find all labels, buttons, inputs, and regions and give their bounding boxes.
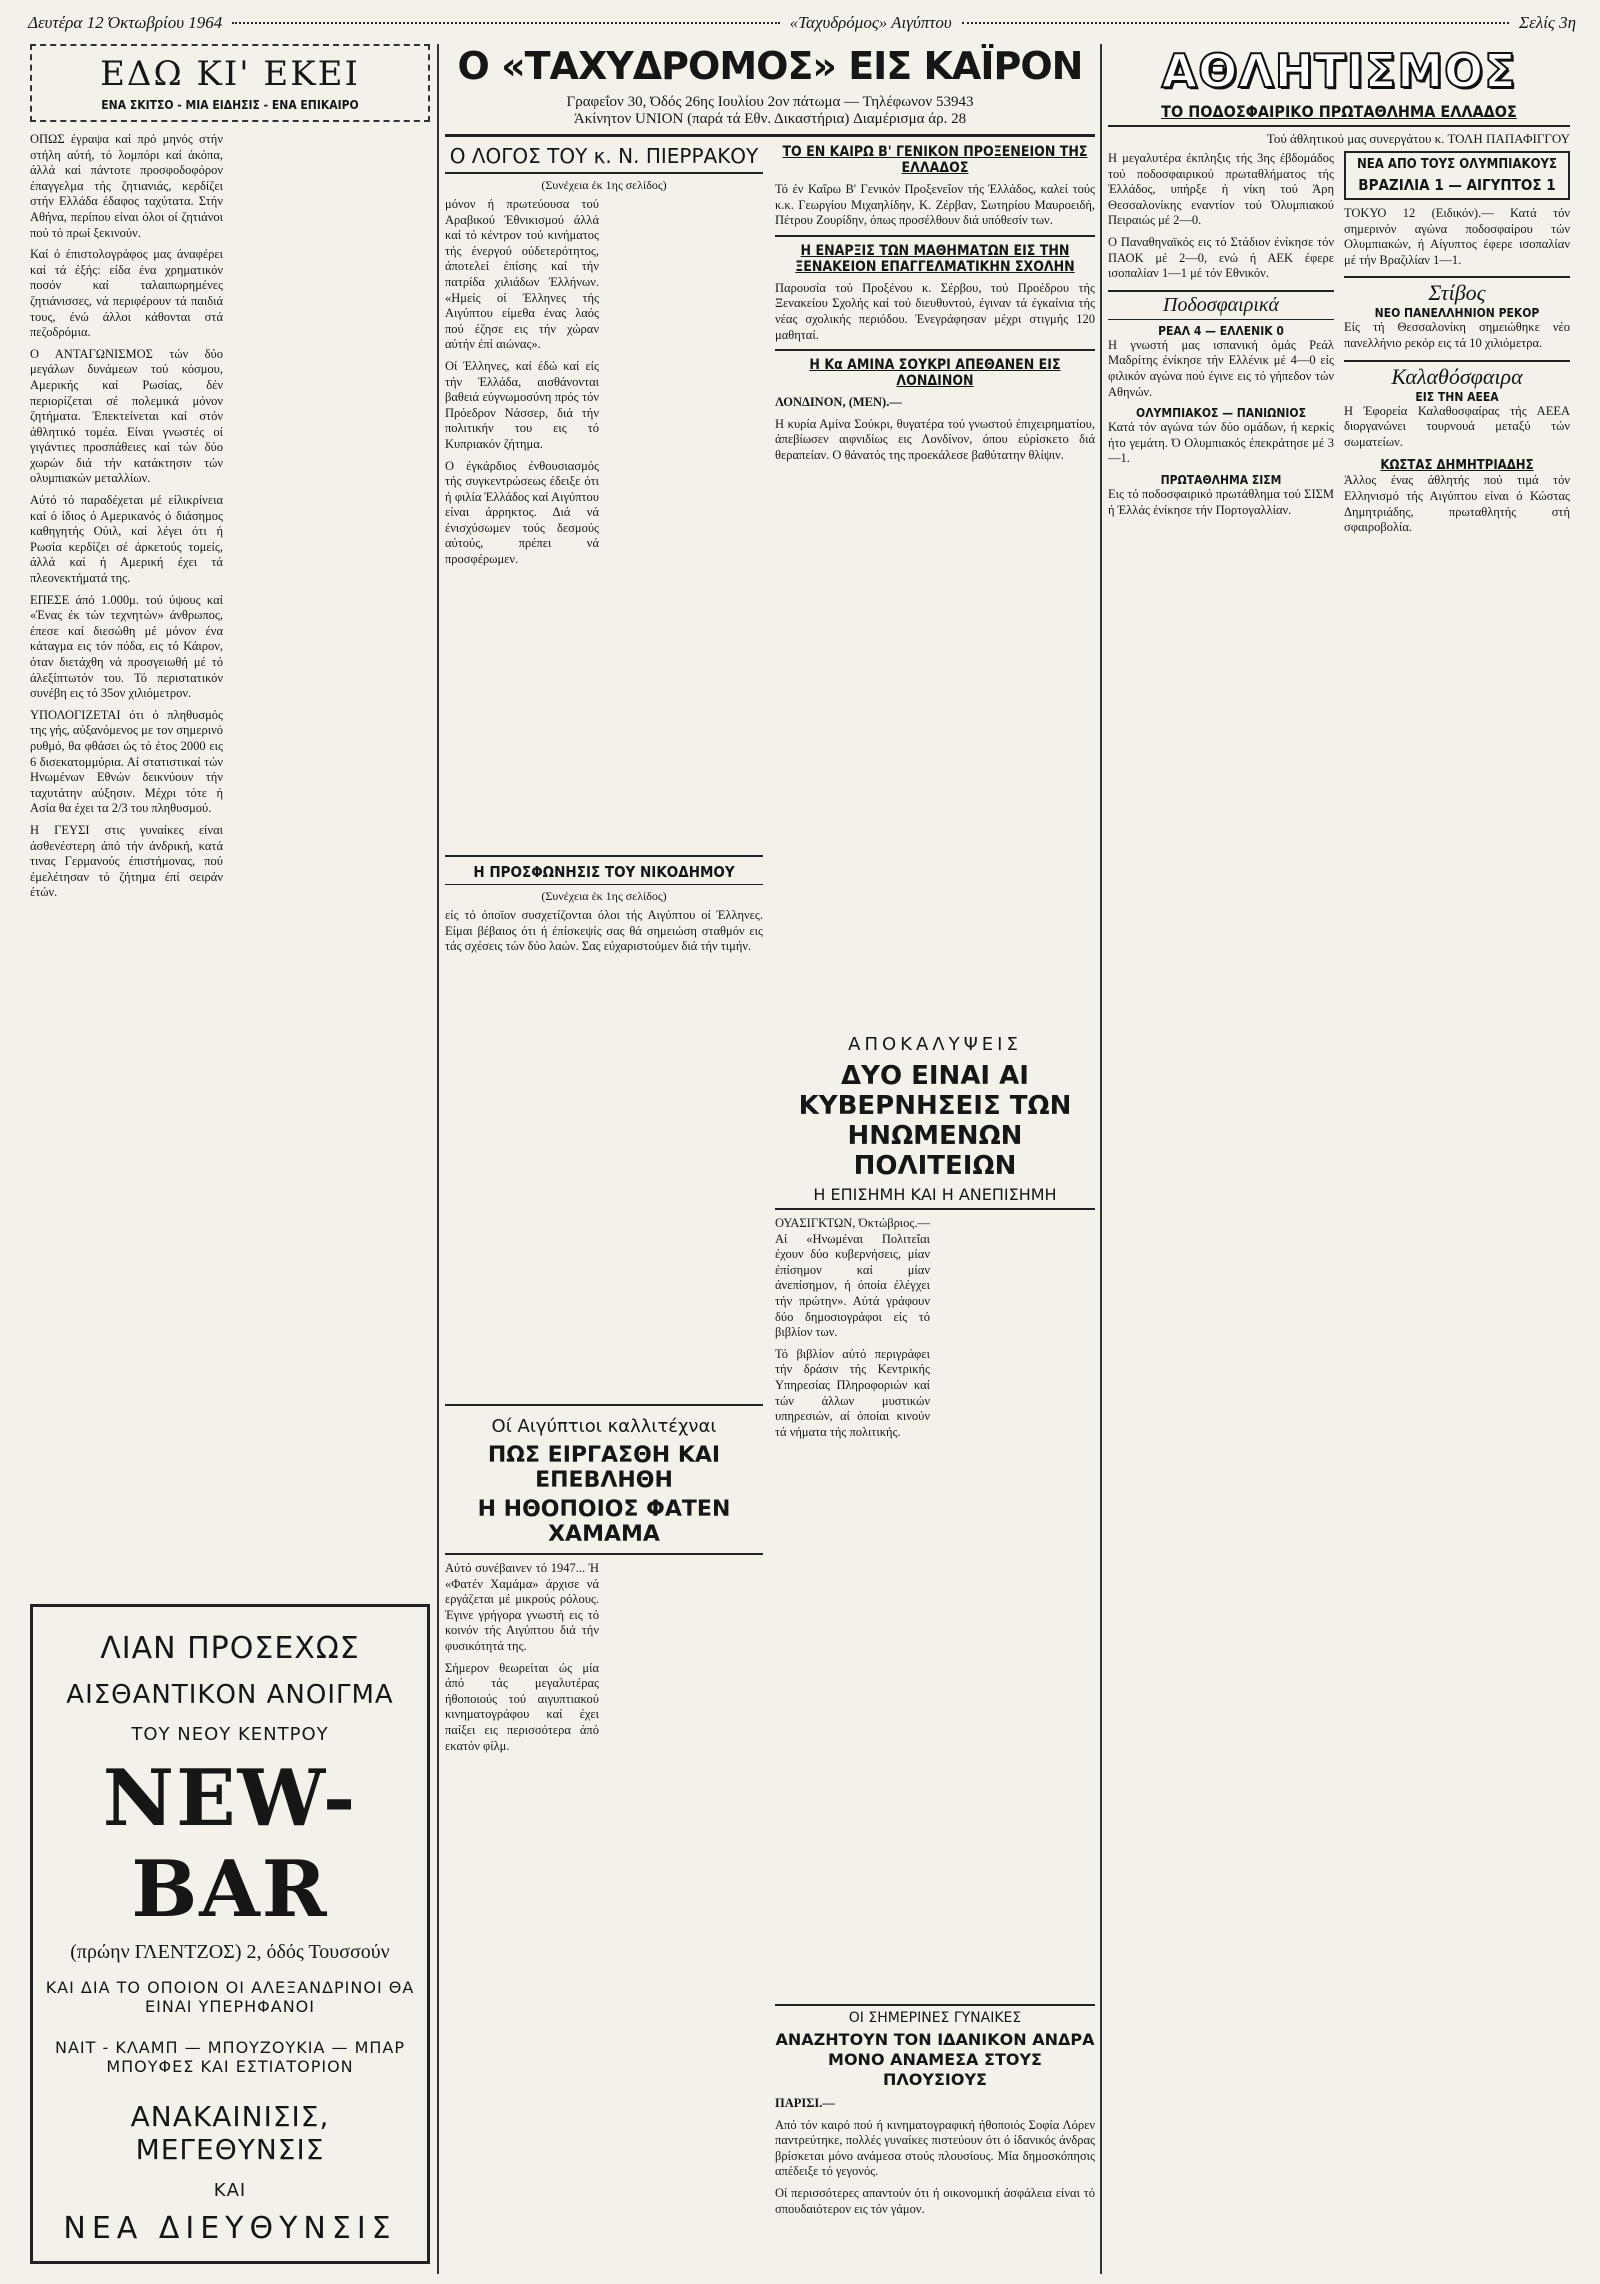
article-text: Εις τό ποδοσφαιρικό πρωτάθλημα τού ΣΙΣΜ ή Έλλάς ένίκησε τήν Πορτογαλλίαν. xyxy=(1108,486,1334,517)
article-headline: Η ΠΡΟΣΦΩΝΗΣΙΣ ΤΟΥ ΝΙΚΟΔΗΜΟΥ xyxy=(445,863,763,885)
ad-address: (πρώην ΓΛΕΝΤΖΟΣ) 2, όδός Τουσσούν xyxy=(70,1941,390,1963)
running-header xyxy=(28,8,1576,38)
continued-note: (Συνέχεια έκ 1ης σελίδος) xyxy=(541,889,667,903)
paper-name: «Ταχυδρόμος» Αιγύπτου xyxy=(789,13,952,32)
column-center xyxy=(445,44,1095,2274)
article-text: Κατά τόν αγώνα τών δύο ομάδων, ή κερκίς ήτο γεμάτη. Ό Ολυμπιακός έπεκράτησε μέ 3—1. xyxy=(1108,420,1334,466)
olympics-box xyxy=(1344,151,1570,200)
article-text: Καί ό έπιστολογράφος μας άναφέρει καί τά έξής: είδα ένα χρηματικόν ποσόν καί ταλαιπωρημένες ζητιάνισσες, νά περιφέρουν τά παιδιά τους, ένώ άλλοι κάθονται στά πεζοδρόμια. xyxy=(30,247,223,340)
center-masthead xyxy=(445,44,1095,137)
match-heading: ΠΡΩΤΑΘΛΗΜΑ ΣΙΣΜ xyxy=(1160,472,1282,487)
article-headline: Η Κα ΑΜΙΝΑ ΣΟΥΚΡΙ ΑΠΕΘΑΝΕΝ ΕΙΣ ΛΟΝΔΙΝΟΝ xyxy=(809,357,1061,390)
article-text: ΥΠΟΛΟΓΙΖΕΤΑΙ ότι ό πληθυσμός της γής, αύξανόμενος με τον σημερινό ρυθμό, θα φθάσει ώς τό έτος 2000 εις 6 δισεκατομμύρια. Αί στατιστικαί τών Ηνωμένων Εθνών δεικνύουν τήν ταχυτάτην αύξησιν. Μέχρι τότε ή Ασία θα έχει τα 2/3 του πληθυσμού. xyxy=(30,707,223,816)
article-kicker: ΟΙ ΣΗΜΕΡΙΝΕΣ ΓΥΝΑΙΚΕΣ xyxy=(848,2010,1022,2026)
edo-ki-ekei-box xyxy=(30,44,430,122)
article-headline: ΔΥΟ ΕΙΝΑΙ ΑΙ ΚΥΒΕΡΝΗΣΕΙΣ ΤΩΝ ΗΝΩΜΕΝΩΝ ΠΟΛΙΤΕΙΩΝ xyxy=(798,1061,1072,1181)
revelations-article xyxy=(775,1034,1095,1994)
article-subheadline: Η ΕΠΙΣΗΜΗ ΚΑΙ Η ΑΝΕΠΙΣΗΜΗ xyxy=(775,1185,1095,1210)
article-text: Άλλος ένας άθλητής πού τιμά τόν Ελληνισμό τής Αιγύπτου είναι ό Κώστας Δημητριάδης, πρωταθλητής στή σφαιροβολία. xyxy=(1344,473,1570,535)
actress-article xyxy=(445,1404,763,2266)
sports-subtitle: ΤΟ ΠΟΔΟΣΦΑΙΡΙΚΟ ΠΡΩΤΑΘΛΗΜΑ ΕΛΛΑΔΟΣ xyxy=(1108,102,1570,127)
article-text: Η Έφορεία Καλαθοσφαίρας τής ΑΕΕΑ διοργανώνει τουρνουά μεταξύ τών σωματείων. xyxy=(1344,403,1570,449)
match-heading: ΡΕΑΛ 4 — ΕΛΛΕΝΙΚ 0 xyxy=(1158,323,1284,338)
edo-articles xyxy=(30,132,430,1512)
sports-left xyxy=(1108,151,1334,542)
ad-line: ΛΙΑΝ ΠΡΟΣΕΧΩΣ xyxy=(100,1631,360,1666)
article-text: Από τόν καιρό πού ή κινηματογραφική ήθοποιός Σοφία Λόρεν παντρεύτηκε, πολλές γυναίκες πιστεύουν ότι ό ίδανικός άνδρας βρίσκεται μόνο ανάμεσα στούς πλουσίους. Μία δημοσκόπησις απέδειξε τό γεγονός. xyxy=(775,2117,1095,2179)
article-text: Οί περισσότερες απαντούν ότι ή οικονομική άσφάλεια είναι τό σπουδαιότερον εις τόν γάμον. xyxy=(775,2185,1095,2216)
article-headline: Η ΗΘΟΠΟΙΟΣ ΦΑΤΕΝ ΧΑΜΑΜΑ xyxy=(445,1497,763,1555)
new-bar-ad xyxy=(30,1604,430,2264)
ad-line: ΝΑΙΤ - ΚΛΑΜΠ — ΜΠΟΥΖΟΥΚΙΑ — ΜΠΑΡ ΜΠΟΥΦΕΣ ΚΑΙ ΕΣΤΙΑΤΟΡΙΟΝ xyxy=(54,2038,406,2076)
issue-date: Δευτέρα 12 Όκτωβρίου 1964 xyxy=(28,13,223,32)
section-subtitle: ΕΝΑ ΣΚΙΤΣΟ - ΜΙΑ ΕΙΔΗΣΙΣ - ΕΝΑ ΕΠΙΚΑΙΡΟ xyxy=(101,98,359,112)
article-text: Παρουσία τού Προξένου κ. Σέρβου, τού Προέδρου τής Ξενακείου Σχολής καί τού διευθυντού, έγιναν τά έγκαίνια τής νέας σχολικής περιόδου. Ένεγράφησαν μέχρι στιγμής 120 μαθηταί. xyxy=(775,280,1095,342)
nikodim-article xyxy=(445,855,763,955)
ad-line: ΝΕΑ ΔΙΕΥΘΥΝΣΙΣ xyxy=(63,2211,397,2246)
office-building: Άκίνητον UNION (παρά τά Εθν. Δικαστήρια) Διαμέρισμα άρ. 28 xyxy=(573,111,967,127)
sports-right xyxy=(1344,151,1570,542)
aeea-heading: ΕΙΣ ΤΗΝ ΑΕΕΑ xyxy=(1415,389,1499,404)
article-text: Αύτό τό παραδέχεται μέ είλικρίνεια καί ό ίδιος ό Αμερικανός ό διάσημος καθηγητής Ούιλ, καί λέγει ότι ή Ρωσία κερδίζει σέ άρκετούς τομείς, άλλά καί ή Αμερική έχει τά πλεονεκτήματά της. xyxy=(30,493,223,586)
article-kicker: Οί Αιγύπτιοι καλλιτέχναι xyxy=(491,1416,717,1437)
section-title: ΕΔΩ ΚΙ' ΕΚΕΙ xyxy=(100,54,360,94)
dateline: ΠΑΡΙΣΙ.— xyxy=(775,2096,835,2110)
article-text: ΕΠΕΣΕ άπό 1.000μ. τού ύψους καί «Ένας έκ τών τεχνητών» άνθρωπος, έπεσε καί διεσώθη μέ μόνον ένα κάταγμα εις τόν πόδα, εις τό Κάιρον, όταν διετάχθη νά προσγειωθή μέ τό άλεξίπτωτόν του. Τό περιστατικόν συνέβη εις τό 35ον χιλιόμετρον. xyxy=(30,592,223,701)
olympics-score: ΒΡΑΖΙΛΙΑ 1 — ΑΙΓΥΠΤΟΣ 1 xyxy=(1358,176,1556,194)
page-number: Σελίς 3η xyxy=(1519,13,1577,32)
column-sports xyxy=(1108,44,1570,2274)
ad-line: ΚΑΙ xyxy=(213,2180,247,2201)
article-text: Η κυρία Αμίνα Σούκρι, θυγατέρα τού γνωστού έπιχειρηματίου, άπεβίωσεν αιφνιδίως εις Λονδίνον, όπου εύρίσκετο διά θεραπείαν. Ο θάνατός της προεκάλεσε βαθύτατην θλίψιν. xyxy=(775,416,1095,462)
ad-brand: NEW-BAR xyxy=(102,1753,358,1935)
column-rule xyxy=(1100,44,1102,2274)
article-text: είς τό όποϊον συσχετίζονται όλοι τής Αιγύπτου οί Έλληνες. Είμαι βέβαιος ότι ή έπίσκεψίς σας θά σημειώση σταθμόν εις τάς σχέσεις τών δύο λαών. Σας εύχαριστούμεν διά τήν τιμήν. xyxy=(445,908,763,954)
article-headline: ΤΟ ΕΝ ΚΑΙΡΩ Β' ΓΕΝΙΚΟΝ ΠΡΟΞΕΝΕΙΟΝ ΤΗΣ ΕΛΛΑΔΟΣ xyxy=(782,144,1088,176)
article-text: Τό έν Καΐρω Β' Γενικόν Προξενεΐον τής Έλλάδος, καλεί τούς κ.κ. Γεωργίου Μιχαηλίδην, Κ. Ζέρβαν, Σωτηρίου Μαυροειδή, Πέτρου Ζουρίδην, όπως προσέλθουν διά υπόθεσίν των. xyxy=(775,182,1095,228)
article-text: Ο ΑΝΤΑΓΩΝΙΣΜΟΣ τών δύο μεγάλων δυνάμεων τού κόσμου, Αμερικής καί Ρωσίας, δέν περιορίζεται σέ πολεμικά μόνον ζητήματα. Έπεκτείνεται καί στόν άθλητικό τομέα. Είναι γνωστές οί γιγάντιες προσπάθειες καί τών δύο χωρών διά τήν κατάκτησιν τών ολυμπιακών μεταλλίων. xyxy=(30,346,223,486)
pierrakos-article xyxy=(445,144,763,1394)
football-heading: Ποδοσφαιρικά xyxy=(1108,290,1334,320)
match-heading: ΟΛΥΜΠΙΑΚΟΣ — ΠΑΝΙΩΝΙΟΣ xyxy=(1136,406,1306,421)
article-text: Τό βιβλίον αύτό περιγράφει τήν δράσιν τής Κεντρικής Υπηρεσίας Πληροφοριών καί τών άλλων μυστικών υπηρεσιών, αί όποίαι κινούν τά νήματα τής πολιτικής. xyxy=(775,1346,930,1439)
article-text: ΤΟΚΥΟ 12 (Ειδικόν).— Κατά τόν σημερινόν αγώνα ποδοσφαίρου τών Ολυμπιακών, ή Αίγυπτος έφερε ισοπαλίαν μέ τήν Βραζιλίαν 1—1. xyxy=(1344,206,1570,267)
article-text: Ο Παναθηναϊκός εις τό Στάδιον ένίκησε τόν ΠΑΟΚ μέ 2—0, ενώ ή ΑΕΚ έφερε ισοπαλίαν 1—1 μέ τόν Εθνικόν. xyxy=(1108,234,1334,281)
olympics-heading: ΝΕΑ ΑΠΟ ΤΟΥΣ ΟΛΥΜΠΙΑΚΟΥΣ xyxy=(1357,157,1557,172)
article-text: Αύτό συνέβαινεν τό 1947... Ή «Φατέν Χαμάμα» άρχισε νά εργάζεται μέ μικρούς ρόλους. Έγινε γρήγορα γνωστή εις τό κοινόν τής Αιγύπτου διά τήν φυσικότητά της. xyxy=(445,1561,599,1653)
article-headline: ΠΩΣ ΕΙΡΓΑΣΘΗ ΚΑΙ ΕΠΕΒΛΗΘΗ xyxy=(487,1443,721,1493)
article-text: Η ΓΕΥΣΙ στις γυναίκες είναι άσθενέστερη άπό τήν άνδρική, κατά τινας Γερμανούς έπιστήμονας, πού έμελέτησαν τό ζήτημα έπί σειράν έτών. xyxy=(30,822,223,900)
article-text: Η μεγαλυτέρα έκπληξις τής 3ης έβδομάδος τού ποδοσφαιρικού πρωταθλήματος τής Έλλάδος, υπήρξε ή νίκη τού Άρη Θεσσαλονίκης εναντίον τού Όλυμπιακού Πειραιώς μέ 2—0. xyxy=(1108,151,1334,228)
athletics-heading: Στίβος xyxy=(1344,276,1570,306)
continued-note: (Συνέχεια έκ 1ης σελίδος) xyxy=(541,178,667,192)
office-address: Γραφεΐον 30, Όδός 26ης Ιουλίου 2ον πάτωμα — Τηλέφωνον 53943 xyxy=(566,94,974,110)
athlete-heading: ΚΩΣΤΑΣ ΔΗΜΗΤΡΙΑΔΗΣ xyxy=(1380,458,1534,474)
sports-title: ΑΘΛΗΤΙΣΜΟΣ xyxy=(1161,44,1517,98)
article-text: Ο έγκάρδιος ένθουσιασμός τής συγκεντρώσεως έδειξε ότι ή φιλία Έλλάδος καί Αιγύπτου είναι άρρηκτος. Διά νά ένισχύσωμεν τούς δεσμούς αύτούς, πρέπει νά προσφέρωμεν. xyxy=(445,458,599,567)
article-text: Η γνωστή μας ισπανική όμάς Ρεάλ Μαδρίτης ένίκησε τήν Ελλένικ μέ 4—0 είς φιλικόν αγώνα πού έγινε εις τό γήπεδον τών Αθηνών. xyxy=(1108,337,1334,399)
basketball-heading: Καλαθόσφαιρα xyxy=(1344,360,1570,390)
article-text: Είς τή Θεσσαλονίκη σημειώθηκε νέο πανελλήνιο ρεκόρ εις τά 10 χιλιόμετρα. xyxy=(1344,320,1570,350)
article-text: μόνον ή πρωτεύουσα τού Αραβικού Έθνικισμού άλλά καί τό κέντρον τού κινήματος τής ένεργού ούδετερότητος, άποτελεί έπίσης καί τήν πατρίδα χιλιάδων Έλλήνων. «Ημείς οί Έλληνες τής Αιγύπτου είμεθα ένας λαός πού έζησε εις τήν χώραν αύτήν έπί αιώνας». xyxy=(445,197,599,352)
center-title: Ο «ΤΑΧΥΔΡΟΜΟΣ» ΕΙΣ ΚΑΪΡΟΝ xyxy=(457,44,1083,88)
women-article xyxy=(775,2004,1095,2274)
column-left xyxy=(30,44,430,2274)
article-text: ΟΠΩΣ έγραψα καί πρό μηνός στήν στήλη αύτή, τό λομπόρι καί άκόπα, άλλά καί πάντοτε προσφοδοφόρον έπαγγελμα τής ζητιανιάς, κερδίζει στήν Ελλάδα έδαφος ταχύτατα. Στήν Αθήνα, περίπου είναι όλοι οί ζητιάνοι πού τό πρωί ξεκινούν. xyxy=(30,132,223,240)
article-headline: Ο ΛΟΓΟΣ ΤΟΥ κ. Ν. ΠΙΕΡΡΑΚΟΥ xyxy=(445,144,763,174)
article-text: Οί Έλληνες, καί έδώ καί είς τήν Έλλάδα, αισθάνονται βαθειά εύγνωμοσύνη πρός τόν Πρόεδρον Νάσσερ, διά τήν πολιτικήν του εις τό Κυπριακόν ζήτημα. xyxy=(445,358,599,451)
article-text: ΟΥΑΣΙΓΚΤΩΝ, Όκτώβριος.— Αί «Ηνωμέναι Πολιτεΐαι έχουν δύο κυβερνήσεις, μίαν έπίσημον καί μίαν άνεπίσημον, ή όποία έλέγχει τήν πρώτην». Αύτά γράφουν δύο δημοσιογράφοι είς τό βιβλίον των. xyxy=(775,1216,930,1340)
article-kicker: ΑΠΟΚΑΛΥΨΕΙΣ xyxy=(848,1034,1022,1055)
ad-line: ΤΟΥ ΝΕΟΥ ΚΕΝΤΡΟΥ xyxy=(131,1724,329,1745)
dateline: ΛΟΝΔΙΝΟΝ, (ΜΕΝ).— xyxy=(775,395,902,410)
record-heading: ΝΕΟ ΠΑΝΕΛΛΗΝΙΟΝ ΡΕΚΟΡ xyxy=(1374,306,1540,321)
ad-line: ΑΙΣΘΑΝΤΙΚΟΝ ΑΝΟΙΓΜΑ xyxy=(66,1680,394,1710)
article-text: Σήμερον θεωρείται ώς μία άπό τάς μεγαλυτέρας ήθοποιούς τού αιγυπτιακού κινηματογράφου καί έχει παίξει εις περισσότερα άπό εκατόν φίλμ. xyxy=(445,1660,599,1753)
article-headline: ΑΝΑΖΗΤΟΥΝ ΤΟΝ ΙΔΑΝΙΚΟΝ ΑΝΔΡΑ ΜΟΝΟ ΑΝΑΜΕΣΑ ΣΤΟΥΣ ΠΛΟΥΣΙΟΥΣ xyxy=(775,2030,1095,2089)
article-headline: Η ΕΝΑΡΞΙΣ ΤΩΝ ΜΑΘΗΜΑΤΩΝ ΕΙΣ ΤΗΝ ΞΕΝΑΚΕΙΟΝ ΕΠΑΓΓΕΛΜΑΤΙΚΗΝ ΣΧΟΛΗΝ xyxy=(795,242,1075,275)
ad-line: ΑΝΑΚΑΙΝΙΣΙΣ, ΜΕΓΕΘΥΝΣΙΣ xyxy=(130,2100,330,2166)
column-rule xyxy=(437,44,439,2274)
ad-line: ΚΑΙ ΔΙΑ ΤΟ ΟΠΟΙΟΝ ΟΙ ΑΛΕΞΑΝΔΡΙΝΟΙ ΘΑ ΕΙΝΑΙ ΥΠΕΡΗΦΑΝΟΙ xyxy=(45,1978,415,2016)
center-right-stack xyxy=(775,144,1095,1024)
sports-byline: Τού άθλητικού μας συνεργάτου κ. ΤΟΛΗ ΠΑΠΑΦΙΓΓΟΥ xyxy=(1266,131,1570,146)
